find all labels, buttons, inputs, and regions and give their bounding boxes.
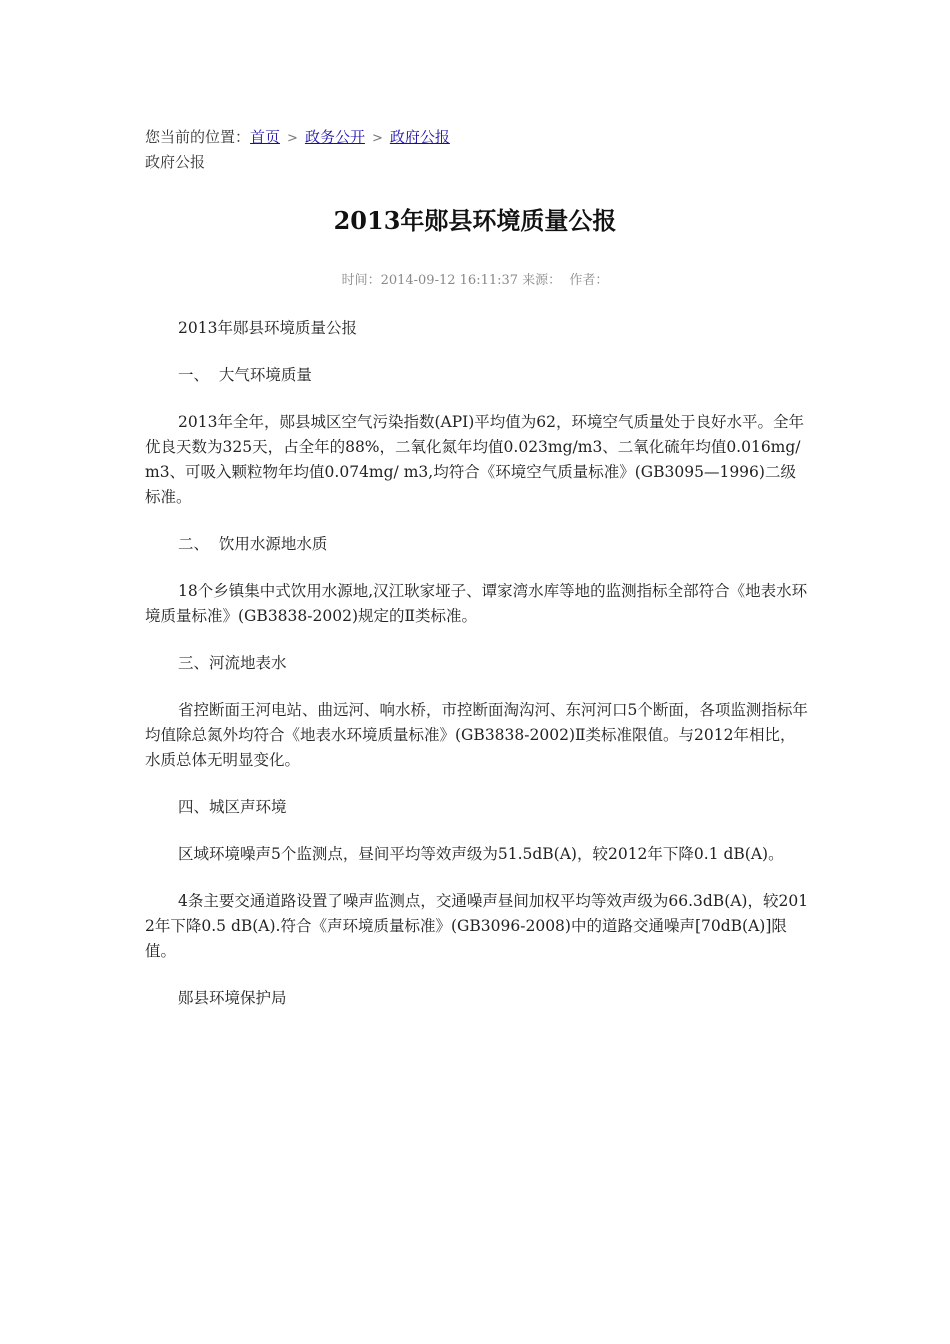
article-paragraph: 区域环境噪声5个监测点，昼间平均等效声级为51.5dB(A)，较2012年下降0.1 dB(A)。: [178, 845, 784, 863]
section-heading: 四、城区声环境: [178, 798, 287, 816]
breadcrumb-separator-icon: >: [371, 131, 383, 146]
breadcrumb-link-government-bulletin[interactable]: 政府公报: [389, 128, 450, 146]
section-heading: 二、 饮用水源地水质: [178, 535, 328, 553]
breadcrumb-prefix: 您当前的位置：: [145, 128, 251, 146]
article-paragraph: 省控断面王河电站、曲远河、响水桥，市控断面淘沟河、东河河口5个断面，各项监测指标年均值除总氮外均符合《地表水环境质量标准》(GB3838-2002)Ⅱ类标准限值。与2012年相比，水质总体无明显变化。: [145, 701, 808, 769]
category-label: 政府公报: [145, 153, 206, 171]
section-heading: 一、 大气环境质量: [178, 366, 312, 384]
article-meta: 时间：2014-09-12 16:11:37 来源： 作者：: [341, 273, 609, 288]
article-signature: 郧县环境保护局: [178, 989, 287, 1007]
breadcrumb-separator-icon: >: [287, 131, 298, 146]
article-paragraph: 2013年全年，郧县城区空气污染指数(API)平均值为62，环境空气质量处于良好水平。全年优良天数为325天，占全年的88%，二氧化氮年均值0.023mg/m3、二氧化硫年均值0.016mg/ m3、可吸入颗粒物年均值0.074mg/ m3,均符合《环境空气质量标准》(GB3095—1996)二级标准。: [145, 413, 805, 506]
breadcrumb-link-home[interactable]: 首页: [250, 128, 281, 146]
article-paragraph: 18个乡镇集中式饮用水源地,汉江耿家垭子、谭家湾水库等地的监测指标全部符合《地表水环境质量标准》(GB3838-2002)规定的Ⅱ类标准。: [145, 582, 808, 625]
article-title: 2013年郧县环境质量公报: [333, 206, 617, 235]
article-paragraph: 2013年郧县环境质量公报: [178, 319, 357, 337]
article-body: [145, 316, 810, 1033]
breadcrumb-link-government-affairs[interactable]: 政务公开: [304, 128, 365, 146]
section-heading: 三、河流地表水: [178, 654, 287, 672]
breadcrumb: [145, 126, 450, 150]
article-paragraph: 4条主要交通道路设置了噪声监测点，交通噪声昼间加权平均等效声级为66.3dB(A)，较2012年下降0.5 dB(A).符合《声环境质量标准》(GB3096-2008)中的道路交通噪声[70dB(A)]限值。: [145, 892, 809, 960]
